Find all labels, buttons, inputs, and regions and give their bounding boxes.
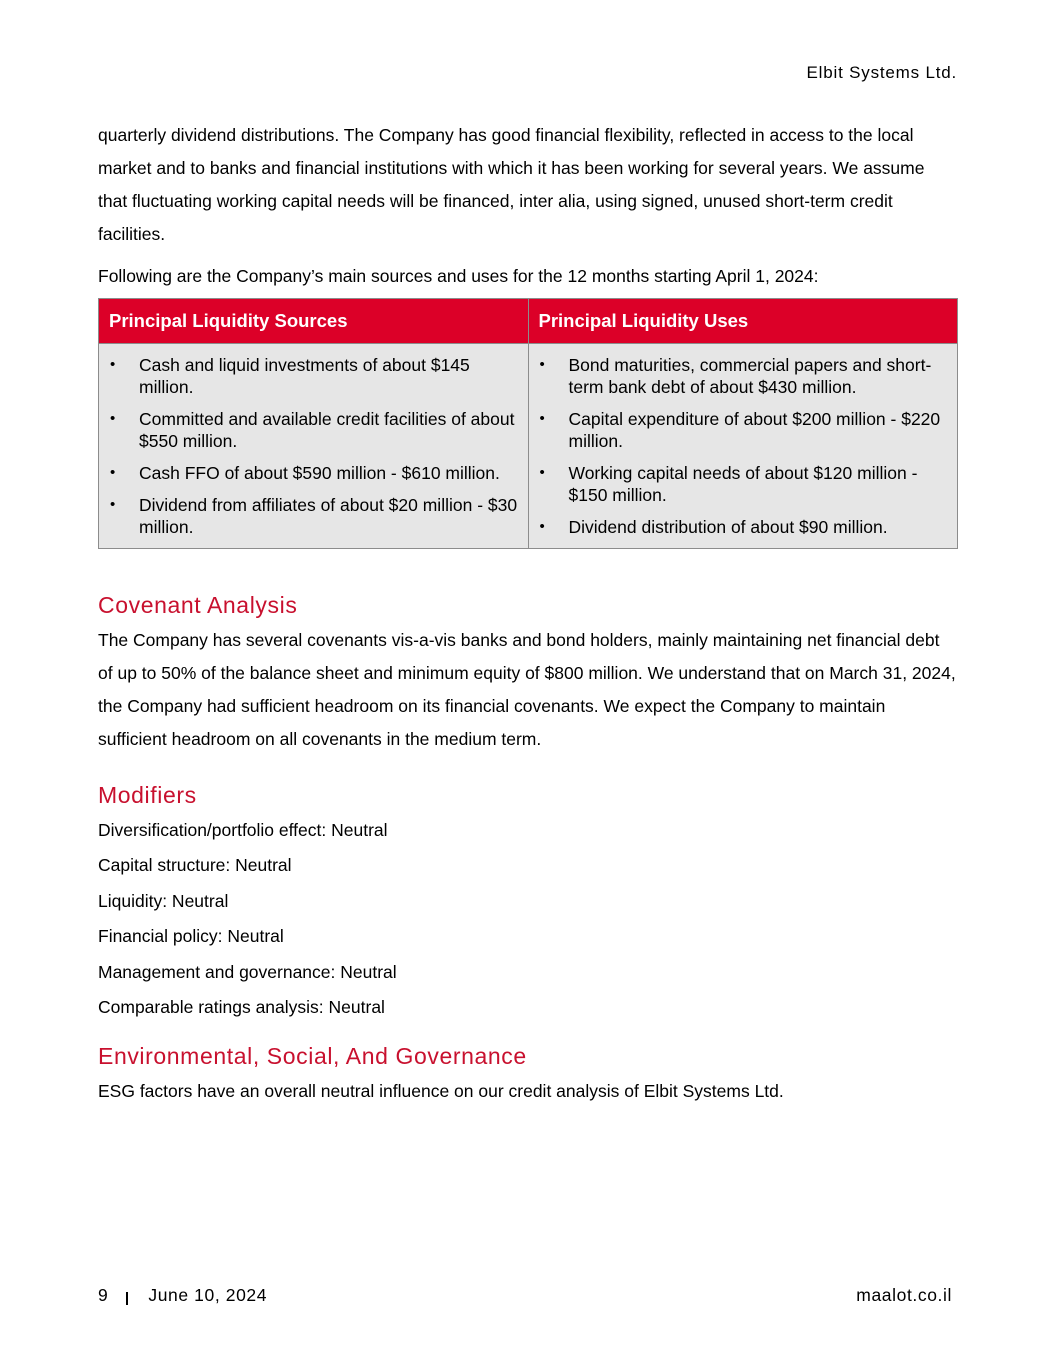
list-item-text: Dividend from affiliates of about $20 million - $30 million. <box>139 495 518 537</box>
list-item <box>107 354 518 398</box>
bullet-icon: • <box>539 518 545 535</box>
covenant-analysis-paragraph: The Company has several covenants vis-a-vis banks and bond holders, mainly maintaining net financial debt of up to 50% of the balance sheet and minimum equity of $800 million. We understand that on March 31, 2024, the Company had sufficient headroom on its financial covenants. We expect the Company to maintain sufficient headroom on all covenants in the medium term. <box>98 630 956 749</box>
liquidity-table-body-row <box>99 344 958 549</box>
page-number: 9 <box>98 1285 109 1305</box>
esg-heading: Environmental, Social, And Governance <box>98 1043 527 1069</box>
list-item-text: Dividend distribution of about $90 million. <box>568 517 888 537</box>
covenant-analysis-heading: Covenant Analysis <box>98 592 298 618</box>
list-item <box>107 408 518 452</box>
modifier-item: Liquidity: Neutral <box>98 890 229 911</box>
intro-paragraph: quarterly dividend distributions. The Company has good financial flexibility, reflected in access to the local market and to banks and financial institutions with which it has been working for several years. We assume that fluctuating working capital needs will be financed, inter alia, using signed, unused short-term credit facilities. <box>98 125 925 244</box>
list-item-text: Capital expenditure of about $200 million - $220 million. <box>568 409 941 451</box>
header-company-name: Elbit Systems Ltd. <box>806 63 957 82</box>
bullet-icon: • <box>110 356 116 373</box>
footer-website: maalot.co.il <box>856 1285 952 1305</box>
list-item-text: Working capital needs of about $120 million - $150 million. <box>568 463 918 505</box>
modifier-item: Management and governance: Neutral <box>98 961 397 982</box>
modifier-item: Financial policy: Neutral <box>98 926 284 947</box>
bullet-icon: • <box>110 464 116 481</box>
list-item <box>537 354 948 398</box>
esg-paragraph: ESG factors have an overall neutral influence on our credit analysis of Elbit Systems Ltd. <box>98 1081 784 1101</box>
list-item <box>107 494 518 538</box>
modifier-item: Comparable ratings analysis: Neutral <box>98 997 385 1018</box>
list-item-text: Committed and available credit facilities of about $550 million. <box>139 409 515 451</box>
modifier-item: Capital structure: Neutral <box>98 855 292 876</box>
list-item <box>107 462 518 484</box>
liquidity-table-header-row <box>99 299 958 344</box>
liquidity-uses-list <box>537 354 948 538</box>
liquidity-uses-cell <box>528 344 958 549</box>
liquidity-table <box>98 298 958 549</box>
list-item <box>537 408 948 452</box>
modifiers-list <box>98 813 397 1025</box>
bullet-icon: • <box>110 410 116 427</box>
bullet-icon: • <box>110 496 116 513</box>
bullet-icon: • <box>539 356 545 373</box>
list-item <box>537 462 948 506</box>
table-lead-in: Following are the Company’s main sources and uses for the 12 months starting April 1, 2024: <box>98 266 819 286</box>
list-item-text: Bond maturities, commercial papers and short-term bank debt of about $430 million. <box>568 355 932 397</box>
liquidity-uses-header: Principal Liquidity Uses <box>528 299 958 344</box>
modifiers-heading: Modifiers <box>98 782 197 808</box>
list-item-text: Cash and liquid investments of about $145 million. <box>139 355 470 397</box>
report-date: June 10, 2024 <box>148 1285 268 1305</box>
list-item <box>537 516 948 538</box>
list-item-text: Cash FFO of about $590 million - $610 million. <box>139 463 500 483</box>
liquidity-sources-cell <box>99 344 529 549</box>
modifier-item: Diversification/portfolio effect: Neutral <box>98 820 388 840</box>
bullet-icon: • <box>539 410 545 427</box>
footer-divider <box>126 1292 128 1305</box>
liquidity-sources-header: Principal Liquidity Sources <box>99 299 529 344</box>
liquidity-sources-list <box>107 354 518 538</box>
footer-left <box>98 1285 267 1306</box>
bullet-icon: • <box>539 464 545 481</box>
